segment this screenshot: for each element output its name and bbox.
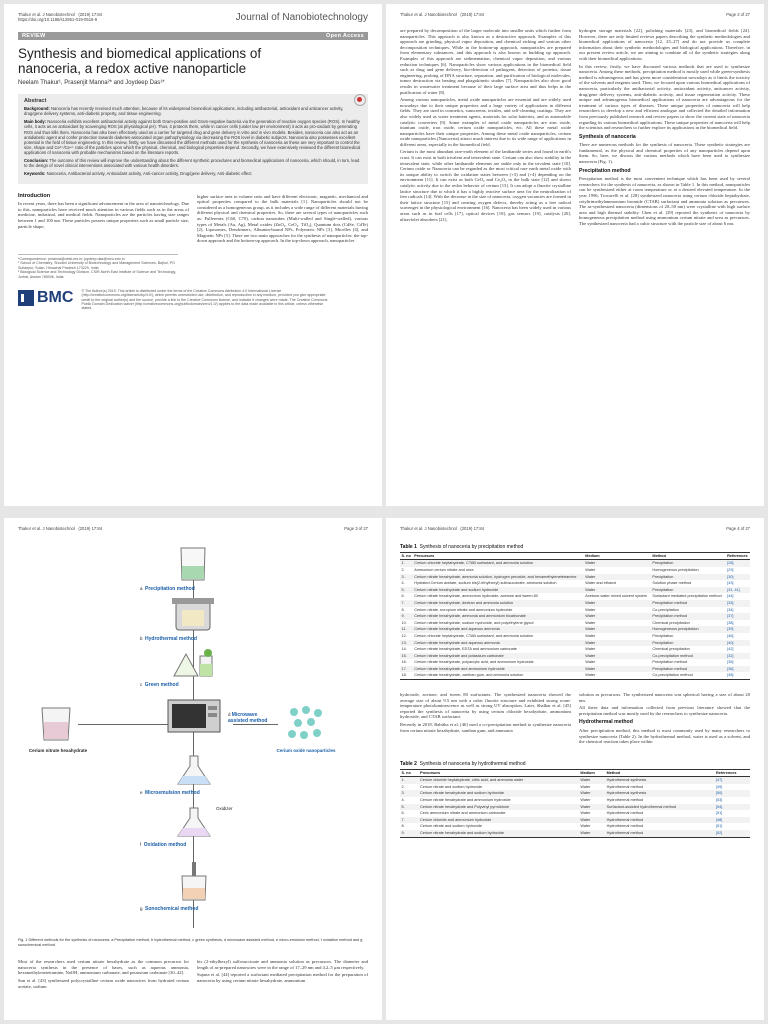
license-text: © The Author(s) 2019. This article is distributed under the terms of the Creative Commons Attribution 4.0 International License (http://creativecommons.org/licenses/by/4.0/), which permits unrestricted use, distribution, and reproduction in any medium, provided you give appropriate credit to the original author(s) and the source, provide a link to the Creative Commons license, and indicate if changes were made. The Creative Commons Public Domain Dedication waiver (http://creativecommons.org/publicdomain/zero/1.0/) applies to the data made available in this article, unless otherwise stated. bbox=[81, 289, 328, 311]
table-cell: Water bbox=[584, 613, 651, 620]
table-2-title: Table 2 Synthesis of nanoceria by hydrothermal method bbox=[400, 760, 526, 767]
table-cell: Water bbox=[580, 811, 591, 816]
table-cell: [34] bbox=[727, 607, 734, 612]
table-row bbox=[400, 626, 750, 633]
crossmark-icon[interactable] bbox=[354, 94, 366, 106]
table-cell: 9. bbox=[400, 830, 419, 837]
table-cell: 10. bbox=[401, 620, 407, 625]
license-row bbox=[18, 289, 368, 310]
table-cell: 7. bbox=[400, 817, 419, 824]
table-cell: 12. bbox=[401, 633, 407, 638]
table-cell: [48] bbox=[715, 817, 751, 824]
column-header: Medium bbox=[584, 553, 651, 560]
table-cell: 2. bbox=[401, 567, 405, 572]
body-columns bbox=[400, 28, 750, 229]
table-cell: [49] bbox=[716, 784, 723, 789]
table-cell: Water bbox=[584, 587, 651, 594]
table-cell: Water bbox=[584, 626, 651, 633]
table-cell: [29] bbox=[727, 567, 734, 572]
table-cell: Cerium chloride heptahydrate, CTAB surfactant, and ammonia solution bbox=[413, 560, 584, 567]
journal-name: Journal of Nanobiotechnology bbox=[235, 12, 368, 23]
table-cell: Water bbox=[584, 640, 651, 647]
method-label: Precipitation method bbox=[145, 586, 195, 592]
table-cell: Hydrothermal synthesis bbox=[605, 790, 714, 797]
table-cell: Hydrothermal method bbox=[606, 797, 644, 802]
table-cell: Cerium nitrate hexahydrate and potassium carbonate bbox=[413, 653, 584, 660]
table-cell: [50] bbox=[715, 790, 751, 797]
table-cell: Cerium nitrate and sodium hydroxide bbox=[420, 824, 483, 829]
table-cell: Water bbox=[585, 673, 596, 678]
page-header: Thakur et al. J Nanobiotechnol (2019) 17:84 Page 2 of 27 bbox=[400, 12, 750, 17]
section-heading: Synthesis of nanoceria bbox=[579, 133, 636, 140]
table-cell: Cerium nitrate hexahydrate, ammonium hydroxide, acetone and tween 80 bbox=[414, 594, 538, 599]
table-cell: Water bbox=[579, 817, 605, 824]
table-cell: Precipitation bbox=[651, 574, 726, 581]
table-cell: [42] bbox=[727, 647, 734, 652]
table-row bbox=[400, 587, 750, 594]
table-cell: Cerium nitrate hexahydrate and sodium hydroxide bbox=[413, 587, 584, 594]
table-cell: Chemical precipitation bbox=[652, 620, 690, 625]
table-cell: Hydrothermal method bbox=[606, 811, 644, 816]
table-cell: [52] bbox=[715, 830, 751, 837]
abstract-heading: Abstract bbox=[24, 98, 47, 104]
table-cell: Hydrothermal method bbox=[606, 784, 644, 789]
table-row bbox=[400, 823, 750, 830]
table-cell: Hydrothermal synthesis bbox=[605, 777, 714, 784]
column-right: bis (2-ethylhexyl) sulfosuccinate and ammonia solution as precursors. The diameter and length of as-prepared nanowires were in the range of 17–29 nm and 4.2–5 μm respectively. Sujana et al. [44] reported a surfactant mediated precipitation method for the preparation of nanoceria by using cerium nitrate hexahydrate, ammonium bbox=[197, 959, 368, 983]
table-row bbox=[400, 593, 750, 600]
table-1-title: Table 1 Synthesis of nanoceria by precipitation method bbox=[400, 544, 524, 550]
table-cell: Co-precipitation method bbox=[651, 653, 726, 660]
table-cell: Water bbox=[580, 824, 591, 829]
table-cell: Cerium nitrate and sodium hydroxide bbox=[420, 784, 483, 789]
table-cell: [40] bbox=[726, 640, 750, 647]
table-cell: Water bbox=[585, 607, 596, 612]
table-cell: Water bbox=[579, 804, 605, 811]
table-1 bbox=[400, 552, 750, 679]
table-cell: Hydrothermal method bbox=[605, 830, 714, 837]
abstract-conclusion: The outcome of this review will improve the understanding about the different synthetic procedures and biomedical applications of nanoceria, which should, in turn, lead to the design of novel clinical interventions associated with various health disorders. bbox=[24, 158, 360, 169]
body-columns bbox=[18, 959, 368, 991]
nanoparticles-icon bbox=[286, 704, 326, 744]
table-cell: Cerium nitrate hexahydrate, ammonia and ammonium bicarbonate bbox=[413, 613, 584, 620]
table-row bbox=[400, 784, 750, 791]
abstract-box: Abstract Background: Nanoceria has recently received much attention, because of its widespread biomedical applications, including antibacterial, antioxidant and anticancer activity, drug/gene delivery systems, anti-diabetic property, and tissue engineering. Main body: Nanoceria exhibits excellent antibacterial activity against both Gram-positive and Gram-negative bacteria via the generation of reactive oxygen species (ROS). In healthy cells, it acts as an antioxidant by scavenging ROS (at physiological pH). Thus, it protects them, while in cancer cells (under low pH environment) it acts as pro-oxidant by generating ROS and thus kills them. Nanoceria has also been effectively used as a carrier for targeted drug and gene delivery in vitro and in vivo models. Besides, nanoceria can also act as an antidiabetic agent and confer protection towards diabetes-associated organ pathophysiology via decreasing the ROS level in diabetic subjects. Nanoceria also possesses excellent potential in the field of tissue engineering. In this review, firstly, we have discussed the different methods used for the synthesis of nanoceria as these are very important to control the size, shape and Ce³⁺/Ce⁴⁺ ratio of the particles upon which the physical, chemical, and biological properties depend. Secondly, we have extensively reviewed the different biomedical applications of nanoceria with probable mechanisms based on the literature reports. Conclusion: The outcome of this review will improve the understanding about the different synthetic procedures and biomedical applications of nanoceria, which should, in turn, lead to the design of novel clinical interventions associated with various health disorders. Keywords: Nanoceria, Antibacterial activity, Antioxidant activity, Anti-cancer activity, Drug/gene delivery, Anti-diabetic effect bbox=[18, 94, 368, 184]
table-cell: 17. bbox=[400, 666, 413, 673]
column-left: are prepared by decomposition of the larger molecule into smaller units which further form nanoparticles. This approach is also known as a destructive approach. Examples of this approach are grinding, physical vapor deposition, and chemical etching and various other decomposition techniques. While in the bottom-up approach, nanoparticles are prepared from elementary substances, and this approach is also known as building up approach. Examples of this approach are sedimentation, chemical vapor deposition, and various reduction techniques [6]. Nanoparticles show various applications in the biomedical field such as drug and gene delivery, bio-detection of pathogens, detection of proteins, tissue engineering, probing of DNA structure, separation, and purification of biological molecules, tumor destruction via heating and phagokinetic studies [7]. Nanoparticles also show good results in wastewater treatment because of their large surface area and thus helps in the purification of water [8]. Among various nanoparticles, metal oxide nanoparticles are essential and are widely used nowadays due to their unique properties and a large variety of applications in different fields. They are used in cosmetics, sunscreens, textiles, and self-cleaning coatings. They are also widely used as water treatment agents, materials for solar batteries, and as automobile catalytic converters [9]. Some examples of metal oxide nanoparticles are zinc oxide, titanium oxide, iron oxide, cerium oxide nanoparticles, etc. All these metal oxide nanoparticles have their unique properties. Among these metal oxide nanoparticles, cerium oxide nanoparticles (Nanoceria) attract much interest due to its wide range of applications in different areas, especially in the biomedical field. Cerium is the most abundant rare-earth element of the lanthanide series and found in earth's crust. It can exist in both trivalent and tetravalent state. Cerium can also show stability in the tetravalent state, while other lanthanide elements are stable only in the trivalent state [10]. Cerium oxide or Nanoceria can be regarded as the most critical rare earth metal oxide with its unique ability to switch the oxidation states between (+3) and (+4) depending on the environment [11]. It can exist as both CeO₂ and Ce₂O₃ in the bulk state [12] and shows catalytic activity due to the redox behavior of cerium [13]. It can adopt a fluorite crystalline lattice structure due to which it has a highly reactive surface area for the neutralization of free radicals [14]. With the decrease in the size of nanoceria, oxygen vacancies are formed in their lattice structure [15] and creating oxygen defects, thereby acting as a free radical scavenger in the physiological environment [16]. Nanoceria has been widely used in various areas such as in fuel cells [17], optical devices [18], gas sensors [19], catalysis [20], ultraviolet absorbers [21], bbox=[400, 28, 571, 222]
intro-paragraph: higher surface area to volume ratio and have different electronic, magnetic, mechanical and optical properties compared to the bulk materials [1]. Nanoparticles should not be considered as a homogeneous group, as it includes a wide range of different materials having different physical and chemical properties. So, there are several types of nanoparticles such as: Fullerenes (C60, C70), carbon nanotubes (Multi-walled and Single-walled), various types of Metals (Au, Ag), Metal oxides (ZnO₂, CeO₂, TiO₂), Quantum dots (CdSe, CdTe) [2], Liposomes, Dendrimers, Albumin-bound NPs, Polymeric NPs [3], Micelles [4], and Magnetic NPs [5]. There are two main approaches for the synthesis of nanoparticles: the top-down approach and the bottom-up approach. In the top-down approach, nanoparticles bbox=[197, 193, 368, 244]
table-row bbox=[400, 580, 750, 587]
article-type: REVIEW bbox=[22, 33, 46, 39]
table-cell: 8. bbox=[401, 824, 405, 829]
table-row bbox=[400, 653, 750, 660]
intro-heading: Introduction bbox=[18, 192, 51, 199]
table-cell: [43] bbox=[727, 581, 734, 586]
table-cell: Cerium nitrate hexahydrate and sodium hydroxide bbox=[419, 790, 579, 797]
table-cell: 8. bbox=[401, 607, 405, 612]
table-cell: Cerium nitrate hexahydrate, xanthan gum, and ammonia solution bbox=[414, 673, 524, 678]
table-row bbox=[400, 560, 750, 567]
open-access-badge: Open Access bbox=[326, 33, 364, 39]
table-cell: 5. bbox=[400, 804, 419, 811]
column-header: S. no bbox=[400, 769, 419, 776]
table-cell: [30] bbox=[726, 574, 750, 581]
table-row bbox=[400, 810, 750, 817]
method-label: Sonochemical method bbox=[145, 906, 199, 912]
table-cell: Water bbox=[579, 790, 605, 797]
table-cell: Chemical precipitation bbox=[652, 647, 690, 652]
table-cell: [51] bbox=[716, 811, 723, 816]
product-label: Cerium oxide nanoparticles bbox=[276, 748, 336, 753]
table-2 bbox=[400, 769, 750, 837]
starting-material-label: Cerium nitrate hexahydrate bbox=[28, 748, 88, 753]
flask-icon bbox=[174, 754, 214, 788]
table-cell: Water bbox=[584, 574, 651, 581]
autoclave-icon bbox=[168, 596, 218, 634]
plant-extract-icon bbox=[168, 648, 218, 680]
table-cell: Water bbox=[584, 600, 651, 607]
page-3 bbox=[4, 518, 382, 1020]
table-cell: Cerium nitrate hexahydrate, ammonia solution, hydrogen peroxide, and hexamethylenetetramine bbox=[413, 574, 584, 581]
beaker-icon bbox=[34, 704, 78, 744]
column-header: Method bbox=[651, 553, 726, 560]
abstract-background: Nanoceria has recently received much attention, because of its widespread biomedical applications, including antibacterial, antioxidant and anticancer activity, drug/gene delivery systems, anti-diabetic property, and tissue engineering. bbox=[24, 106, 344, 117]
figure-1: Cerium nitrate hexahydrate a Precipitation method b Hydrothermal method c Green method d Microwave assisted method Cerium oxide nanoparticles e Microemulsion method Oxidizer f Oxidation method g Sonochemical method bbox=[18, 544, 368, 934]
page-header: Thakur et al. J Nanobiotechnol (2019) 17:84 Page 3 of 27 bbox=[18, 526, 368, 531]
table-cell: Ceric ammonium nitrate and ammonium carbonate bbox=[420, 811, 506, 816]
table-cell: Cerium nitrate hexahydrate, sodium hydroxide, and polyethylene glycol bbox=[414, 620, 534, 625]
table-cell: 13. bbox=[400, 640, 413, 647]
table-cell: 1. bbox=[400, 560, 413, 567]
table-cell: Precipitation bbox=[651, 587, 726, 594]
intro-paragraph: In recent years, there has been a significant advancement in the area of nanotechnology. Due to this, nanoparticles have received much attention in various fields such as in the areas of medicine, industrial, and medical fields. Nanoparticles are the particles having size ranges between 1 and 100 nm. These particles possess unique properties such as small particle size, particle shape, bbox=[18, 201, 189, 229]
body-columns bbox=[18, 194, 368, 246]
article-title: Synthesis and biomedical applications of nanoceria, a redox active nanoparticle bbox=[18, 46, 262, 76]
table-cell: Water bbox=[585, 660, 596, 665]
table-cell: Co-precipitation bbox=[652, 607, 679, 612]
table-cell: 5. bbox=[400, 587, 413, 594]
page-number: Page 2 of 27 bbox=[726, 12, 750, 17]
table-cell: Cerium nitrate, europium nitrate and ammonium hydroxide bbox=[414, 607, 513, 612]
table-cell: 6. bbox=[401, 594, 405, 599]
table-cell: Water bbox=[579, 777, 605, 784]
table-row bbox=[400, 672, 750, 679]
table-cell: 11. bbox=[400, 626, 413, 633]
table-cell: Ammonium cerium nitrate and urea bbox=[414, 567, 474, 572]
table-cell: Precipitation method bbox=[651, 600, 726, 607]
microwave-icon bbox=[166, 698, 222, 736]
table-cell: [37] bbox=[726, 613, 750, 620]
table-cell: Hydrothermal method bbox=[605, 817, 714, 824]
column-header: Precursors bbox=[419, 769, 579, 776]
table-cell: Water bbox=[585, 647, 596, 652]
table-row bbox=[400, 797, 750, 804]
table-row bbox=[400, 640, 750, 647]
bmc-logo: BMC bbox=[18, 289, 73, 307]
doi-link[interactable]: https://doi.org/10.1186/s12951-019-0516-9 bbox=[18, 17, 98, 22]
table-cell: Water bbox=[580, 797, 591, 802]
column-left: Most of the researchers used cerium nitrate hexahydrate as the common precursor for nanoceria synthesis in the presence of bases, such as aqueous ammonia, hexamethylenetetramine, NaOH, ammonium carbonate, and potassium carbonate [30–42]. Sun et al. [43] synthesized polycrystalline cerium oxide nanowires from hydrated cerium acetate, sodium bbox=[18, 959, 189, 989]
table-cell: [33] bbox=[726, 600, 750, 607]
table-cell: Precipitation bbox=[651, 640, 726, 647]
page-header bbox=[18, 12, 368, 24]
table-cell: [36] bbox=[726, 666, 750, 673]
figure-caption: Fig. 1 Different methods for the synthesis of nanoceria. a Precipitation method, b hydrothermal method, c green synthesis, d microwave assisted method, e micro-emulsion method, f oxidation method and g sonochemical method bbox=[18, 938, 363, 947]
table-cell: Water bbox=[585, 567, 596, 572]
flask-icon bbox=[174, 806, 214, 840]
footnotes: *Correspondence: pmanna@neist.res.in; joydeep.das@mzu.edu.in ¹ School of Chemistry, Shoolini University of Biotechnology and Management Sciences, Bajhol, PO Sultanpur, Solan, Himachal Pradesh 173229, India ² Biological Science and Technology Division, CSIR-North East Institute of Science and Technology, Jorhat, Assam 785006, India bbox=[18, 254, 178, 279]
table-cell: [28] bbox=[726, 560, 750, 567]
panel-letter: a bbox=[140, 586, 143, 591]
table-cell: 7. bbox=[400, 600, 413, 607]
table-cell: [39] bbox=[726, 626, 750, 633]
column-header: References bbox=[726, 553, 750, 560]
oxidizer-label: Oxidizer bbox=[216, 806, 233, 811]
table-row bbox=[400, 567, 750, 574]
table-row bbox=[400, 817, 750, 824]
table-cell: [35] bbox=[727, 660, 734, 665]
table-cell: Precipitation bbox=[652, 633, 674, 638]
keywords: Nanoceria, Antibacterial activity, Antioxidant activity, Anti-cancer activity, Drug/gene delivery, Anti-diabetic effect bbox=[46, 170, 252, 176]
column-header: References bbox=[715, 769, 751, 776]
page-1 bbox=[4, 4, 382, 506]
page-number: Page 3 of 27 bbox=[344, 526, 368, 531]
column-header: Medium bbox=[579, 769, 605, 776]
method-label: Microwave assisted method bbox=[228, 712, 268, 724]
article-type-bar bbox=[18, 32, 368, 40]
table-row bbox=[400, 633, 750, 640]
table-cell: 3. bbox=[400, 790, 419, 797]
table-cell: 4. bbox=[401, 581, 405, 586]
method-label: Microemulsion method bbox=[145, 790, 200, 796]
table-cell: Precipitation bbox=[651, 560, 726, 567]
table-cell: Cerium chloride and ammonium hydroxide bbox=[419, 817, 579, 824]
table-cell: 3. bbox=[400, 574, 413, 581]
table-cell: [47] bbox=[715, 777, 751, 784]
table-row bbox=[400, 790, 750, 797]
table-cell: Co-precipitation method bbox=[652, 673, 693, 678]
table-cell: [48] bbox=[727, 673, 734, 678]
citation: Thakur et al. J Nanobiotechnol (2019) 17:84 https://doi.org/10.1186/s12951-019-0516-9 bbox=[18, 12, 103, 22]
table-cell: [44] bbox=[727, 594, 734, 599]
table-cell: Cerium nitrate hexahydrate, EDTA and ammonium carbonate bbox=[414, 647, 517, 652]
table-cell: [32] bbox=[726, 653, 750, 660]
table-cell: Cerium nitrate hexahydrate, dextran and ammonia solution bbox=[413, 600, 584, 607]
bmc-logo-icon bbox=[18, 290, 34, 306]
table-cell: Acetone-water mixed solvent system bbox=[585, 594, 648, 599]
table-row bbox=[400, 830, 750, 837]
page-2 bbox=[386, 4, 764, 506]
arrow-out bbox=[233, 724, 278, 725]
table-cell: Water bbox=[584, 560, 651, 567]
table-cell: Water bbox=[579, 830, 605, 837]
column-left: hydroxide, acetone, and tween 80 surfactants. The synthesized nanoceria showed the average size of about 9.5 nm with a cubic fluorite structure and exhibited strong room-temperature photoluminescence as well as strong UV absorption. Later, Shalkar et al. [45] reported the synthesis of nanoceria by using cerium chloride hexahydrate, ammonium hydroxide, and CTAB surfactant. Recently in 2018, Babitha et al. [46] used a co-precipitation method to synthesize nanoceria from cerium nitrate hexahydrate, xanthan gum, and ammonia bbox=[400, 692, 571, 733]
table-row bbox=[400, 646, 750, 653]
table-row bbox=[400, 607, 750, 614]
table-cell: Cerium nitrate hexahydrate and aqueous ammonia bbox=[413, 626, 584, 633]
table-row bbox=[400, 600, 750, 607]
table-cell: Surfactant mediated precipitation method bbox=[652, 594, 722, 599]
page-4 bbox=[386, 518, 764, 1020]
subsection-heading: Hydrothermal method bbox=[579, 719, 633, 726]
table-cell: 9. bbox=[400, 613, 413, 620]
method-label: Green method bbox=[144, 682, 179, 688]
table-cell: Cerium chloride heptahydrate, citric acid, and ammonia water bbox=[419, 777, 579, 784]
table-row bbox=[400, 659, 750, 666]
table-cell: Cerium nitrate hexahydrate and Polyvinyl pyrrolidone bbox=[419, 804, 579, 811]
beaker-icon bbox=[176, 546, 210, 584]
table-cell: Homogeneous precipitation bbox=[652, 567, 699, 572]
column-right bbox=[197, 194, 368, 246]
table-cell: Hydrothermal method bbox=[606, 824, 644, 829]
column-header: S. no bbox=[401, 554, 411, 559]
table-cell: Water bbox=[580, 784, 591, 789]
page-header: Thakur et al. J Nanobiotechnol (2019) 17:84 Page 4 of 27 bbox=[400, 526, 750, 531]
table-cell: Water bbox=[584, 666, 651, 673]
table-cell: Cerium chloride heptahydrate, CTAB surfactant, and ammonia solution bbox=[414, 633, 533, 638]
table-cell: Water bbox=[585, 633, 596, 638]
abstract-main-body: Nanoceria exhibits excellent antibacterial activity against both Gram-positive and Gram-negative bacteria via the generation of reactive oxygen species (ROS). In healthy cells, it acts as an antioxidant by scavenging ROS (at physiological pH). Thus, it protects them, while in cancer cells (under low pH environment) it acts as pro-oxidant by generating ROS and thus kills them. Nanoceria has also been effectively used as a carrier for targeted drug and gene delivery in vitro and in vivo models. Besides, nanoceria can also act as an antidiabetic agent and confer protection towards diabetes-associated organ pathophysiology via decreasing the ROS level in diabetic subjects. Nanoceria also possesses excellent potential in the field of tissue engineering. In this review, firstly, we have discussed the different methods used for the synthesis of nanoceria as these are very important to control the size, shape and Ce³⁺/Ce⁴⁺ ratio of the particles upon which the physical, chemical, and biological properties depend. Secondly, we have extensively reviewed the different biomedical applications of nanoceria with probable mechanisms based on the literature reports. bbox=[24, 119, 361, 156]
table-cell: [46] bbox=[727, 633, 734, 638]
table-cell: Cerium nitrate hexahydrate and ammonium hydroxide bbox=[413, 666, 584, 673]
table-cell: Cerium nitrate hexahydrate and aqueous ammonia bbox=[413, 640, 584, 647]
table-cell: 2. bbox=[401, 784, 405, 789]
table-row bbox=[400, 613, 750, 620]
arrow-in bbox=[78, 724, 168, 725]
column-right: solution as precursors. The synthesized nanoceria was spherical having a size of about 20 nm. All these data and information collected from previous literature showed that the precipitation method was mostly used by the researchers to synthesize nanoceria. Hydrothermal method After precipitation method, this method is most commonly used by many researchers to synthesize nanoceria (Table 2). In the hydrothermal method, water is used as a solvent, and the chemical reaction takes place within bbox=[579, 692, 750, 745]
page-number: Page 4 of 27 bbox=[726, 526, 750, 531]
method-label: Oxidation method bbox=[143, 842, 187, 848]
author-list: Neelam Thakur¹, Prasenjit Manna²* and Joydeep Das¹* bbox=[18, 80, 165, 86]
table-cell: Hydrated Cerium acetate, sodium bis(2-ethylhexyl) sulfosuccinate, ammonia solution bbox=[414, 581, 557, 586]
table-cell: 4. bbox=[401, 797, 405, 802]
column-right: hydrogen storage materials [22], polishing materials [23], and biomedical fields [24]. However, there are only limited reviews papers describing the synthetic methodologies and biomedical applications of nanoceria [12, 25–27] and do not provide us complete information about their synthetic methodologies and biological applications. Therefore, in our present review article, we are aiming to combine all of the synthetic strategies along with their biomedical applications. In this review, firstly, we have discussed various methods that are used to synthesize nanoceria. Among these methods, precipitation method is mostly used while green-synthesis method is advantageous and has given more consideration nowadays as it limits the toxicity of the solvents and reagents used. Then, we focused upon various biomedical applications of nanoceria, particularly the antibacterial activity, antioxidant activity, anticancer activity, drug/gene delivery systems, anti-diabetic activity, and tissue regeneration activity. These unique and advantageous biomedical applications of nanoceria are advantageous for the treatment of various types of diseases. These unique properties of nanoceria will help researchers to develop a new and efficient analogue and collected the detailed information from previously published research and review papers to show the current state of nanoceria regarding its various biomedical applications. These unique properties of nanoceria will help the scientists and researchers to further explore its applications in the biomedical field. Synthesis of nanoceria There are numerous methods for the synthesis of nanoceria. These synthetic strategies are fundamental, as the physical and chemical properties of any nanoparticles depend upon them. So, here, we discuss the various methods which have been used to synthesize nanoceria (Fig. 1). Precipitation method Precipitation method is the most convenient technique which has been used by several researchers for the synthesis of nanoceria, as shown in Table 1. In this method, nanoparticles can be synthesized either at room temperature or at a desired elevated temperature. In the year 1996, Trovarelli et al. [28] synthesized nanoceria using cerium chloride heptahydrate, cetyltrimethylammonium bromide (CTAB) surfactant and ammonia solution as precursors. The as-synthesized nanoceria (dimensions of 20–50 nm) were crystalline with high surface area and high thermal stability. Chen et al. [29] reported the synthesis of nanoceria by homogeneous precipitation method using ammonium cerium nitrate and urea as precursors. The synthesized nanoceria had a cubic structure with the particle size of about 6 nm. bbox=[579, 28, 750, 226]
table-cell: [53] bbox=[716, 797, 723, 802]
column-header: Precursors bbox=[413, 553, 584, 560]
table-cell: Homogeneous precipitation bbox=[651, 626, 726, 633]
table-cell: Cerium nitrate hexahydrate and sodium hydroxide bbox=[419, 830, 579, 837]
table-row bbox=[400, 777, 750, 784]
table-cell: Precipitation method bbox=[652, 660, 688, 665]
table-cell: [31, 41] bbox=[726, 587, 750, 594]
table-cell: Water and ethanol bbox=[585, 581, 617, 586]
table-cell: 18. bbox=[401, 673, 407, 678]
subsection-heading: Precipitation method bbox=[579, 167, 631, 174]
method-label: Hydrothermal method bbox=[145, 636, 197, 642]
table-cell: Precipitation method bbox=[651, 666, 726, 673]
table-cell: 6. bbox=[401, 811, 405, 816]
table-cell: Solution phase method bbox=[652, 581, 692, 586]
table-cell: [51] bbox=[716, 824, 723, 829]
sonicator-icon bbox=[174, 862, 214, 904]
table-row bbox=[400, 620, 750, 627]
table-row bbox=[400, 666, 750, 673]
column-left bbox=[18, 194, 189, 246]
table-cell: Cerium nitrate hexahydrate and ammonium hydroxide bbox=[420, 797, 511, 802]
table-cell: Water bbox=[584, 653, 651, 660]
table-cell: 14. bbox=[401, 647, 407, 652]
body-columns bbox=[400, 692, 750, 747]
table-cell: 1. bbox=[400, 777, 419, 784]
table-cell: 16. bbox=[401, 660, 407, 665]
table-row bbox=[400, 574, 750, 581]
table-cell: [38] bbox=[727, 620, 734, 625]
column-header: Method bbox=[605, 769, 714, 776]
table-cell: Precipitation method bbox=[651, 613, 726, 620]
table-cell: Surfactant-assisted hydrothermal method bbox=[605, 804, 714, 811]
table-cell: 15. bbox=[400, 653, 413, 660]
table-cell: Cerium nitrate hexahydrate, polyacrylic acid, and ammonium hydroxide bbox=[414, 660, 534, 665]
table-cell: Water bbox=[585, 620, 596, 625]
table-row bbox=[400, 804, 750, 811]
table-cell: [54] bbox=[715, 804, 751, 811]
